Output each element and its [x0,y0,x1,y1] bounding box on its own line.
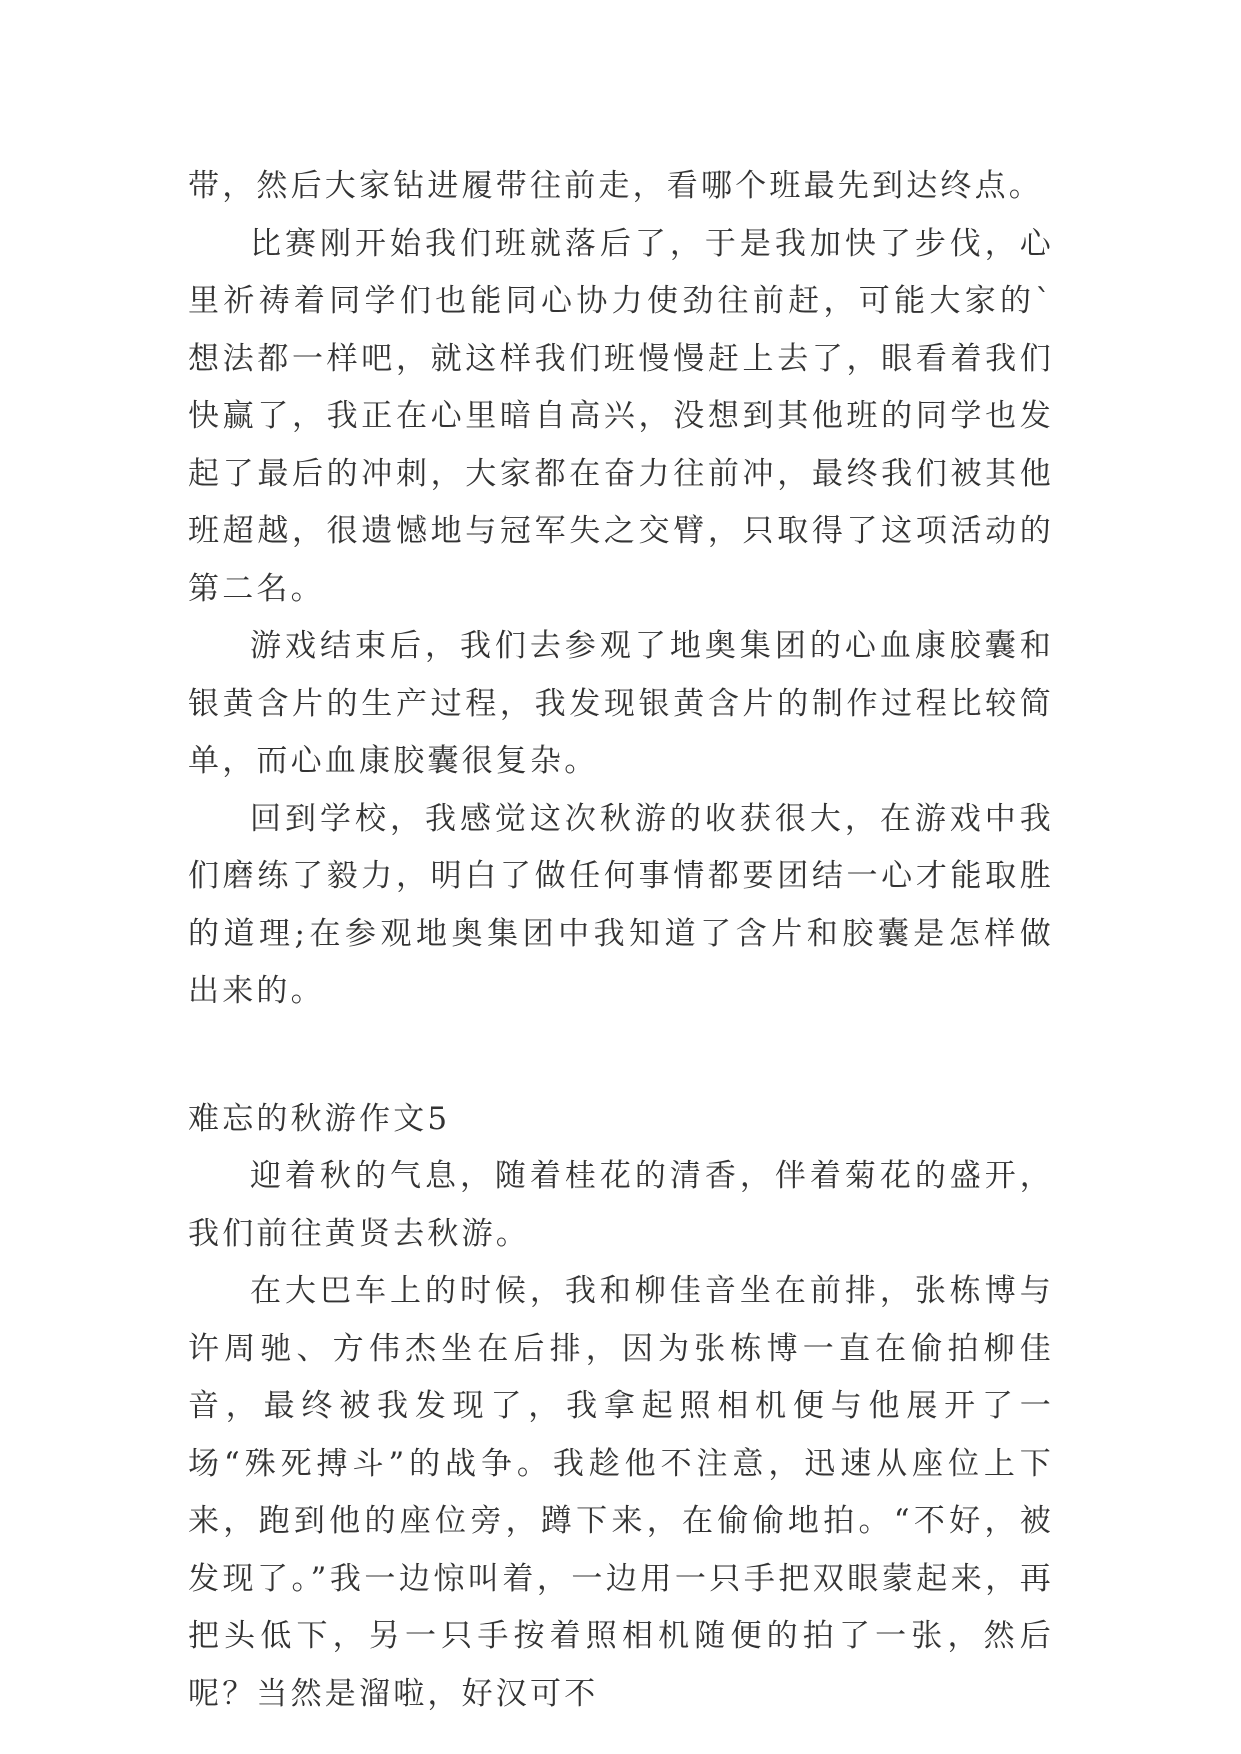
section-title: 难忘的秋游作文5 [188,1100,451,1137]
paragraph-continuation: 带，然后大家钻进履带往前走，看哪个班最先到达终点。 [188,168,1043,204]
document-body [188,158,1054,1723]
paragraph: 比赛刚开始我们班就落后了，于是我加快了步伐，心里祈祷着同学们也能同心协力使劲往前赶，可能大家的`想法都一样吧，就这样我们班慢慢赶上去了，眼看着我们快赢了，我正在心里暗自高兴，没想到其他班的同学也发起了最后的冲刺，大家都在奋力往前冲，最终我们被其他班超越，很遗憾地与冠军失之交臂，只取得了这项活动的第二名。 [188,225,1054,607]
paragraph: 在大巴车上的时候，我和柳佳音坐在前排，张栋博与许周驰、方伟杰坐在后排，因为张栋博一直在偷拍柳佳音，最终被我发现了，我拿起照相机便与他展开了一场“殊死搏斗”的战争。我趁他不注意，迅速从座位上下来，跑到他的座位旁，蹲下来，在偷偷地拍。“不好，被发现了。”我一边惊叫着，一边用一只手把双眼蒙起来，再把头低下，另一只手按着照相机随便的拍了一张，然后呢？当然是溜啦，好汉可不 [188,1273,1054,1712]
paragraph: 回到学校，我感觉这次秋游的收获很大，在游戏中我们磨练了毅力，明白了做任何事情都要团结一心才能取胜的道理;在参观地奥集团中我知道了含片和胶囊是怎样做出来的。 [188,800,1054,1009]
paragraph: 迎着秋的气息，随着桂花的清香，伴着菊花的盛开，我们前往黄贤去秋游。 [188,1158,1054,1252]
paragraph: 游戏结束后，我们去参观了地奥集团的心血康胶囊和银黄含片的生产过程，我发现银黄含片的制作过程比较简单，而心血康胶囊很复杂。 [188,628,1054,779]
